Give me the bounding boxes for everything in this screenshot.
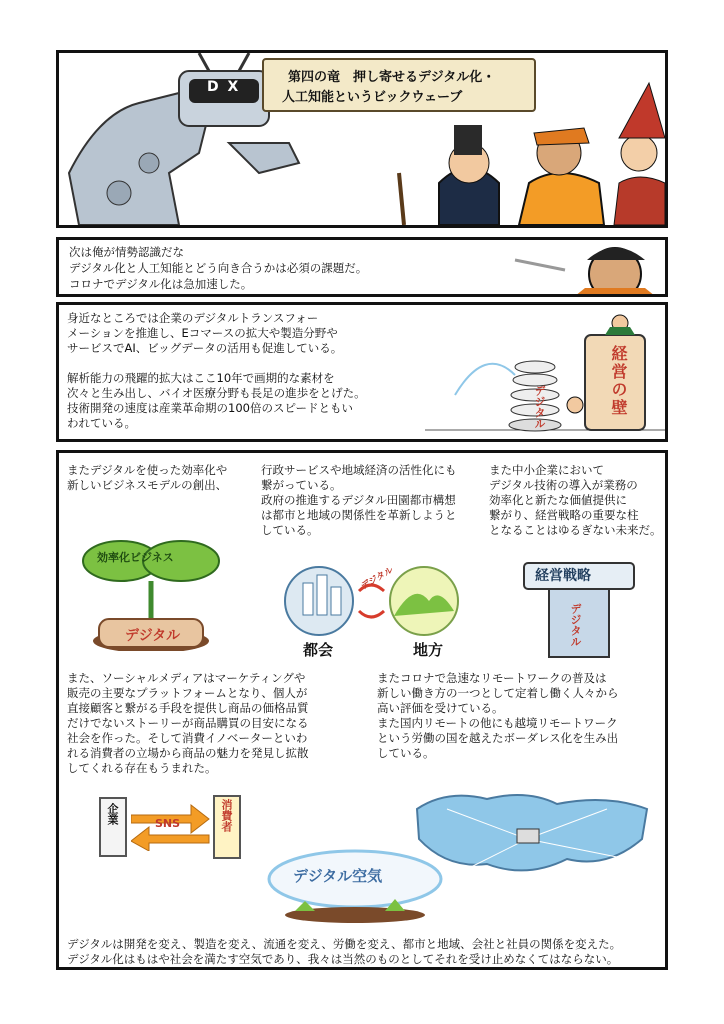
sns-label: SNS [155, 817, 181, 830]
panel-digital-society [56, 450, 668, 970]
chapter-title-line1: 第四の竜 押し寄せるデジタル化・ [288, 70, 496, 85]
dx-label: D X [207, 79, 241, 95]
coil-label: デジタル [533, 385, 546, 429]
city-label: 都会 [303, 641, 334, 659]
panel-speech [56, 237, 668, 297]
company-label: 企業 [106, 803, 119, 825]
speech-text: 次は俺が情勢認識だな デジタル化と人工知能とどう向き合うかは必須の課題だ。 コロナでデジタル化は急加速した。 [69, 245, 368, 291]
world-map-illustration [407, 779, 657, 889]
remote-work-text: またコロナで急速なリモートワークの普及は 新しい働き方の一つとして定着し働く人々から 高い評価を受けている。 また国内リモートの他にも越境リモートワーク という労働の国を越えたボーダレス化を生み出 している。 [377, 671, 619, 760]
sprout-base-label: デジタル [125, 628, 181, 644]
speaker-portrait-icon [495, 240, 665, 296]
col3-text: また中小企業において デジタル技術の導入が業務の 効率化と新たな価値提供に 繋がり、経営戦略の重要な柱 となることはゆるぎない未来だ。 [489, 463, 662, 537]
pillar-label: デジタル [569, 603, 582, 647]
arrow-label: デジタル [359, 565, 396, 592]
consumer-label: 消費者 [220, 799, 233, 832]
wall-label: 経営の壁 [609, 345, 628, 417]
sprout-top-label: 効率化ビジネス [97, 551, 174, 564]
cloud-label: デジタル空気 [293, 867, 383, 885]
conclusion-text: デジタルは開発を変え、製造を変え、流通を変え、労働を変え、都市と地域、会社と社員の関係を変えた。 デジタル化はもはや社会を満たす空気であり、我々は当然のものとしてそれを受け止めなくてはならない。 [67, 937, 622, 966]
dx-body-text: 身近なところでは企業のデジタルトランスフォー メーションを推進し、Eコマースの拡大や製造分野や サービスでAI、ビッグデータの活用も促進している。 解析能力の飛躍的拡大はここ10年で画期的な素材を 次々と生み出し、バイオ医療分野も長足の進歩をとげた。 技術開発の速度は産業革命期の100倍のスピードともい われている。 [67, 311, 366, 430]
strategy-label: 経営戦略 [535, 568, 591, 584]
col1-text: またデジタルを使った効率化や 新しいビジネスモデルの創出、 [67, 463, 228, 492]
social-media-text: また、ソーシャルメディアはマーケティングや 販売の主要なプラットフォームとなり、個人が 直接顧客と繋がる手段を提供し商品の価格品質 だけでないストーリーが商品購買の目安になる 社会を作った。そして消費イノベーターといわ れる消費者の立場から商品の魅力を発見し拡散 してくれる存在もうまれた。 [67, 671, 309, 775]
panel-dx [56, 302, 668, 442]
chapter-title-banner [262, 58, 536, 112]
col2-text: 行政サービスや地域経済の活性化にも 繋がっている。 政府の推進するデジタル田園都市構想 は都市と地域の関係性を革新しようと している。 [261, 463, 457, 537]
rural-label: 地方 [413, 641, 444, 659]
chapter-title-line2: 人工知能というビックウェーブ [282, 90, 463, 105]
